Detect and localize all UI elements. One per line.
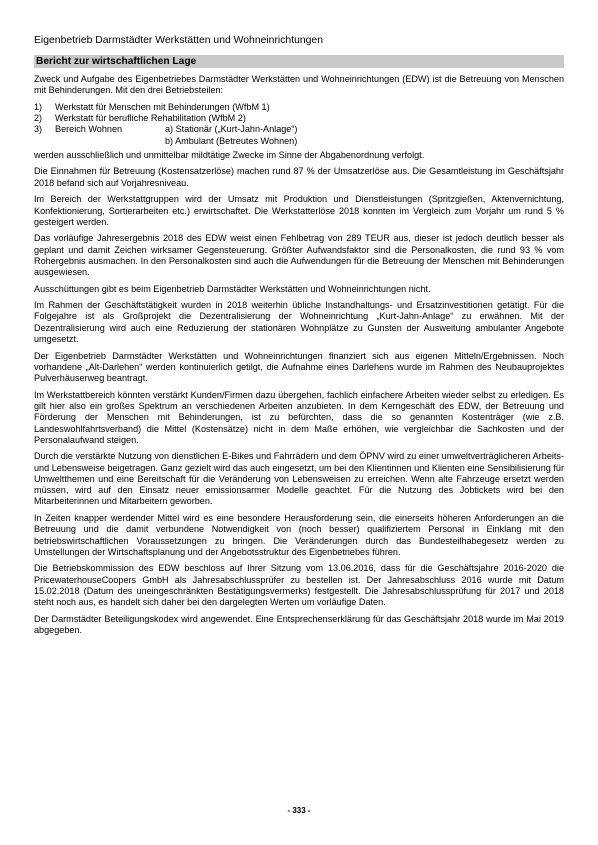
paragraph: Ausschüttungen gibt es beim Eigenbetrieb Darmstädter Werkstätten und Wohneinrichtungen nicht.: [34, 283, 431, 294]
list-number: 1): [34, 101, 43, 112]
list-item: [34, 124, 564, 147]
paragraph: Der Darmstädter Beteiligungskodex wird angewendet. Eine Entsprechenserklärung für das Geschäftsjahr 2018 wurde im Mai 2019 abgegeben.: [34, 613, 564, 636]
paragraph: werden ausschließlich und unmittelbar mildtätige Zwecke im Sinne der Abgabenordnung verfolgt.: [34, 149, 425, 160]
list-subitem-text: b) Ambulant (Betreutes Wohnen): [165, 135, 298, 146]
list-item-row: [55, 124, 564, 135]
paragraph: Im Rahmen der Geschäftstätigkeit wurden in 2018 weiterhin übliche Instandhaltungs- und Ersatzinvestitionen getätigt. Für die Folgejahre ist als Großprojekt die Dezentralisierung der Wohneinrichtung „Kurt-Jahn-Anlage“ zu erwähnen. Mit der Dezentralisierung wird auch eine Reduzierung der stationären Wohnplätze zu Gunsten der Ausweitung ambulanter Angebote umgesetzt.: [34, 300, 564, 345]
paragraph: Der Eigenbetrieb Darmstädter Werkstätten und Wohneinrichtungen finanziert sich aus eigenen Mitteln/Ergebnissen. Noch vorhandene „Alt-Darlehen“ werden kontinuierlich getilgt, die Aufnahme eines Darlehens wurde im Rahmen des Neubauprojektes Pulverhäuserweg beantragt.: [34, 350, 564, 384]
paragraph: Die Einnahmen für Betreuung (Kostensatzerlöse) machen rund 87 % der Umsatzerlöse aus. Die Gesamtleistung im Geschäftsjahr 2018 befand sich auf Vorjahresniveau.: [34, 166, 564, 188]
intro-paragraph: Zweck und Aufgabe des Eigenbetriebes Darmstädter Werkstätten und Wohneinrichtungen (EDW) ist die Betreuung von Menschen mit Behinderungen. Mit den drei Betriebsteilen:: [34, 74, 564, 96]
list-item-text: Werkstatt für berufliche Rehabilitation (WfbM 2): [55, 113, 246, 124]
paragraph: Im Werkstattbereich könnten verstärkt Kunden/Firmen dazu übergehen, fachlich einfachere Arbeiten wieder selbst zu erledigen. Es gilt hier also ein großes Spektrum an verschiedenen Arbeiten anzubieten. In dem Kerngeschäft des EDW, der Betreuung und Förderung der Menschen mit Behinderungen, ist zu befürchten, dass die so genannten Kostenträger (wie z.B. Landeswohlfahrtsverband) die Mittel (Kostensätze) nicht in dem Maße erhöhen, wie vergleichbar die Sachkosten und der Personalaufwand steigen.: [34, 389, 564, 445]
list-subitem: a) Stationär („Kurt-Jahn-Anlage“): [165, 124, 298, 135]
list-subitem: [55, 136, 564, 147]
section-title: Bericht zur wirtschaftlichen Lage: [34, 55, 564, 68]
page-header: Eigenbetrieb Darmstädter Werkstätten und Wohneinrichtungen: [34, 35, 323, 46]
paragraph: Durch die verstärkte Nutzung von dienstlichen E-Bikes und Fahrrädern und dem ÖPNV wird zu einer umweltverträglicheren Arbeits- und Lebensweise beigetragen. Ganz gezielt wird das auch eingesetzt, um bei den Klientinnen und Klienten eine Sensibilisierung für Umweltthemen und eine Bereitschaft für die Veränderung von Lebensweisen zu erreichen. Wenn alte Fahrzeuge ersetzt werden müssen, wird auf den Einsatz neuer emissionsarmer Modelle geachtet. Für die Nutzung des Jobtickets wird bei den Mitarbeiterinnen und Mitarbeitern geworben.: [34, 451, 564, 507]
business-units-list: [34, 102, 564, 147]
paragraph: In Zeiten knapper werdender Mittel wird es eine besondere Herausforderung sein, die einerseits höheren Anforderungen an die Betreuung und die damit verbundene Notwendigkeit von (noch besser) qualifiziertem Personal in Einklang mit den betriebswirtschaftlichen Voraussetzungen zu bringen. Die Veränderungen durch das Bundesteilhabegesetz werden zu Umstellungen der Wirtschaftsplanung und der Angebotsstruktur des Eigenbetriebes führen.: [34, 512, 564, 557]
page-number: - 333 -: [287, 806, 311, 815]
list-number: 3): [34, 124, 43, 135]
document-page: [34, 34, 564, 642]
list-item-text: Werkstatt für Menschen mit Behinderungen (WfbM 1): [55, 101, 270, 112]
list-item-label: Bereich Wohnen: [55, 124, 123, 135]
paragraph: Das vorläufige Jahresergebnis 2018 des EDW weist einen Fehlbetrag von 289 TEUR aus, dieser ist jedoch deutlich besser als geplant und damit Zeichen wirksamer Gegensteuerung. Größter Aufwandsfaktor sind die Personalkosten, die rund 93 % vom Rohergebnis ausmachen. In den Personalkosten sind auch die Aufwendungen für die Betreuung der Menschen mit Behinderungen ausgewiesen.: [34, 233, 564, 278]
paragraph: Die Betriebskommission des EDW beschloss auf Ihrer Sitzung vom 13.06.2016, dass für die Geschäftsjahre 2016-2020 die PricewaterhouseCoopers GmbH als Jahresabschlussprüfer zu bestellen ist. Der Jahresabschluss 2016 wurde mit Datum 15.02.2018 (Datum des uneingeschränkten Bestätigungsvermerks) festgestellt. Die Jahresabschlussprüfung für 2017 und 2018 steht noch aus, es handelt sich daher bei den dargelegten Werten um vorläufige Daten.: [34, 563, 564, 608]
list-item: [34, 102, 564, 113]
list-item: [34, 113, 564, 124]
list-number: 2): [34, 113, 43, 124]
paragraph: Im Bereich der Werkstattgruppen wird der Umsatz mit Produktion und Dienstleistungen (Spritzgießen, Aktenvernichtung, Konfektionierung, Sortierarbeiten etc.) erwirtschaftet. Die Werkstatterlöse 2018 konnten im Vergleich zum Vorjahr um rund 5 % gesteigert werden.: [34, 194, 564, 227]
